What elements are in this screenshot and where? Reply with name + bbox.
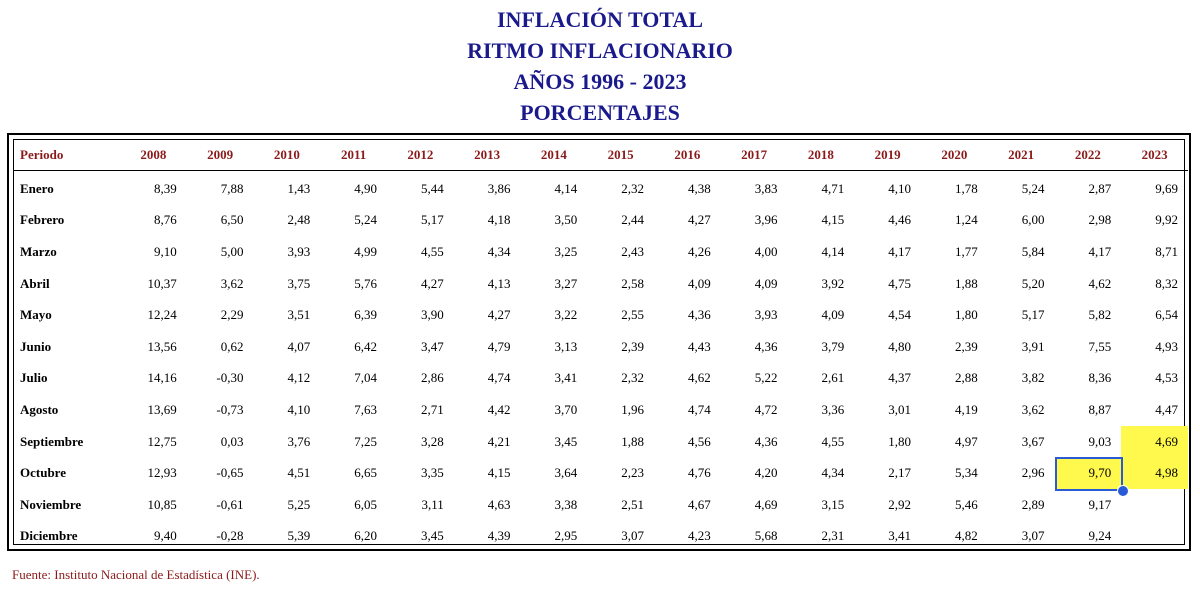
year-header[interactable]: 2023 [1121,140,1188,171]
value-cell[interactable]: 3,93 [754,307,778,323]
value-cell[interactable]: 4,18 [487,212,511,228]
value-cell[interactable]: 4,09 [821,307,845,323]
cell-selection-box[interactable] [1055,457,1124,491]
value-cell[interactable]: 13,56 [147,338,177,354]
value-cell[interactable]: 1,77 [955,243,978,259]
value-cell[interactable]: 4,27 [487,307,511,323]
table-frame [7,133,1191,551]
table-body [14,171,1188,553]
value-cell[interactable]: 9,92 [1155,212,1178,228]
value-cell[interactable]: 5,39 [287,528,311,544]
value-cell[interactable]: 4,36 [754,338,778,354]
value-cell[interactable]: 5,17 [1021,307,1045,323]
value-cell[interactable]: 4,14 [821,243,845,259]
year-header[interactable]: 2016 [654,140,721,171]
value-cell[interactable]: 2,51 [621,496,644,512]
value-cell[interactable]: 1,43 [287,180,311,196]
value-cell[interactable]: 3,11 [421,496,444,512]
value-cell[interactable]: 4,46 [888,212,911,228]
value-cell[interactable]: 7,88 [220,180,244,196]
value-cell[interactable]: 4,72 [754,401,778,417]
value-cell[interactable]: 3,62 [220,275,244,291]
value-cell[interactable]: 1,88 [955,275,978,291]
value-cell[interactable]: 8,87 [1088,401,1112,417]
value-cell[interactable]: 4,63 [487,496,511,512]
value-cell[interactable]: 9,70 [1055,457,1122,489]
year-header[interactable]: 2008 [120,140,187,171]
value-cell[interactable]: 4,43 [688,338,711,354]
value-cell[interactable]: 6,42 [354,338,377,354]
value-cell[interactable]: 4,74 [487,370,511,386]
title-line-2: RITMO INFLACIONARIO [467,38,733,63]
value-cell[interactable]: 4,15 [821,212,845,228]
value-cell[interactable]: 4,34 [487,243,511,259]
value-cell[interactable]: 4,38 [688,180,711,196]
value-cell[interactable]: 3,01 [888,401,911,417]
value-cell[interactable]: 4,54 [888,307,911,323]
month-label[interactable]: Abril [20,275,50,291]
month-label[interactable]: Julio [20,370,48,386]
value-cell[interactable]: 2,29 [220,307,244,323]
value-cell[interactable]: 2,96 [1021,465,1045,481]
value-cell[interactable]: 1,78 [955,180,978,196]
value-cell[interactable]: 2,61 [821,370,845,386]
value-cell[interactable]: 4,14 [554,180,578,196]
month-label[interactable]: Enero [20,180,54,196]
value-cell[interactable]: 5,20 [1021,275,1045,291]
value-cell[interactable]: 4,53 [1155,370,1178,386]
value-cell[interactable]: 4,36 [688,307,711,323]
value-cell[interactable]: 2,87 [1088,180,1112,196]
title-block [0,4,1200,128]
value-cell[interactable]: 7,63 [354,401,377,417]
value-cell[interactable]: 3,91 [1021,338,1045,354]
value-cell[interactable]: 2,86 [421,370,444,386]
value-cell[interactable]: 3,28 [421,433,444,449]
value-cell[interactable]: 4,09 [688,275,711,291]
value-cell[interactable]: 5,17 [421,212,444,228]
value-cell[interactable]: 3,79 [821,338,845,354]
value-cell[interactable]: 3,38 [554,496,578,512]
value-cell[interactable]: 4,62 [1088,275,1112,291]
value-cell[interactable]: 2,48 [287,212,311,228]
value-cell[interactable]: 3,92 [821,275,845,291]
value-cell[interactable]: 4,21 [487,433,511,449]
value-cell[interactable]: 14,16 [147,370,177,386]
value-cell[interactable]: 3,96 [754,212,778,228]
value-cell[interactable]: 4,27 [421,275,444,291]
value-cell[interactable]: 2,32 [621,180,644,196]
value-cell[interactable]: 6,05 [354,496,377,512]
year-header[interactable]: 2017 [721,140,788,171]
value-cell[interactable]: 4,27 [688,212,711,228]
value-cell[interactable]: 0,03 [220,433,244,449]
value-cell[interactable]: 8,76 [154,212,177,228]
value-cell[interactable]: 3,27 [554,275,578,291]
value-cell[interactable]: -0,30 [216,370,244,386]
value-cell[interactable]: 3,45 [554,433,578,449]
value-cell[interactable]: 3,90 [421,307,444,323]
value-cell[interactable]: 3,76 [287,433,311,449]
value-cell[interactable]: -0,28 [216,528,244,544]
table-row [14,363,1188,395]
value-cell[interactable]: 5,00 [220,243,244,259]
value-cell[interactable]: 4,36 [754,433,778,449]
value-cell[interactable]: 7,55 [1088,338,1112,354]
table-row [14,331,1188,363]
table-row [14,426,1188,458]
year-header[interactable]: 2018 [788,140,855,171]
year-header[interactable]: 2010 [254,140,321,171]
month-label[interactable]: Septiembre [20,433,84,449]
table-row [14,236,1188,268]
value-cell[interactable]: 9,17 [1088,496,1112,512]
value-cell[interactable]: 3,41 [554,370,578,386]
value-cell[interactable]: 4,23 [688,528,711,544]
value-cell[interactable]: 2,17 [888,465,911,481]
value-cell[interactable]: 4,09 [754,275,778,291]
value-cell[interactable]: 3,82 [1021,370,1045,386]
value-cell[interactable]: 2,23 [621,465,644,481]
value-cell[interactable]: 12,75 [147,433,177,449]
value-cell[interactable]: 4,17 [888,243,911,259]
value-cell[interactable]: 9,40 [154,528,177,544]
value-cell[interactable]: 2,58 [621,275,644,291]
value-cell[interactable]: 4,13 [487,275,511,291]
title-line-3: AÑOS 1996 - 2023 [513,69,687,94]
month-label[interactable]: Mayo [20,307,52,323]
value-cell[interactable]: 3,70 [554,401,578,417]
value-cell[interactable]: 4,82 [955,528,978,544]
value-cell[interactable]: 4,00 [754,243,778,259]
value-cell[interactable]: 12,24 [147,307,177,323]
value-cell[interactable]: 5,84 [1021,243,1045,259]
value-cell[interactable]: 2,43 [621,243,644,259]
month-label[interactable]: Agosto [20,401,59,417]
year-header[interactable]: 2020 [921,140,988,171]
value-cell[interactable]: 6,54 [1155,307,1178,323]
year-header[interactable]: 2014 [521,140,588,171]
table-row [14,205,1188,237]
value-cell[interactable]: 1,80 [888,433,911,449]
value-cell[interactable]: 5,34 [955,465,978,481]
value-cell[interactable]: 4,19 [955,401,978,417]
value-cell[interactable]: 7,25 [354,433,377,449]
value-cell[interactable]: 1,96 [621,401,644,417]
value-cell[interactable]: 2,98 [1088,212,1112,228]
year-header[interactable]: 2021 [988,140,1055,171]
value-cell[interactable]: 2,95 [554,528,578,544]
month-label[interactable]: Junio [20,338,52,354]
value-cell[interactable]: 3,41 [888,528,911,544]
year-header[interactable]: 2012 [387,140,454,171]
value-cell[interactable]: 3,25 [554,243,578,259]
value-cell[interactable]: 8,36 [1088,370,1112,386]
value-cell[interactable]: 4,10 [287,401,311,417]
value-cell[interactable]: 3,75 [287,275,311,291]
month-label[interactable]: Noviembre [20,496,82,512]
year-header[interactable]: 2011 [320,140,387,171]
value-cell[interactable]: 5,24 [1021,180,1045,196]
value-cell[interactable]: 8,32 [1155,275,1178,291]
value-cell[interactable]: 4,55 [821,433,845,449]
table-row [14,299,1188,331]
value-cell[interactable] [1121,489,1188,521]
value-cell[interactable]: 5,44 [421,180,444,196]
title-line-1: INFLACIÓN TOTAL [497,7,703,32]
value-cell[interactable]: 9,69 [1155,180,1178,196]
value-cell[interactable]: 4,15 [487,465,511,481]
value-cell[interactable]: 3,86 [487,180,511,196]
value-cell[interactable]: 3,67 [1021,433,1045,449]
value-cell[interactable]: 13,69 [147,401,177,417]
value-cell[interactable]: 2,89 [1021,496,1045,512]
value-cell[interactable]: 3,07 [621,528,644,544]
value-cell[interactable]: 4,69 [754,496,778,512]
value-cell[interactable]: 4,55 [421,243,444,259]
value-cell[interactable]: 2,31 [821,528,845,544]
value-cell[interactable]: 4,37 [888,370,911,386]
value-cell[interactable]: 6,50 [220,212,244,228]
month-label[interactable]: Marzo [20,243,57,259]
value-cell[interactable]: 3,50 [554,212,578,228]
value-cell[interactable]: 4,10 [888,180,911,196]
value-cell[interactable]: 6,39 [354,307,377,323]
value-cell[interactable]: 4,79 [487,338,511,354]
month-label[interactable]: Febrero [20,212,65,228]
value-cell[interactable]: 4,97 [955,433,978,449]
value-cell[interactable]: 3,07 [1021,528,1045,544]
value-cell[interactable]: 4,39 [487,528,511,544]
value-cell[interactable]: 2,92 [888,496,911,512]
value-cell[interactable]: 3,93 [287,243,311,259]
value-cell[interactable]: 10,85 [147,496,177,512]
value-cell[interactable]: 4,51 [287,465,311,481]
value-cell[interactable]: 4,76 [688,465,711,481]
table-row [14,489,1188,521]
value-cell[interactable]: 2,55 [621,307,644,323]
value-cell[interactable]: 4,34 [821,465,845,481]
year-header[interactable]: 2022 [1055,140,1122,171]
value-cell[interactable]: 4,07 [287,338,311,354]
value-cell[interactable]: -0,65 [216,465,244,481]
table-row [14,394,1188,426]
value-cell[interactable]: 2,39 [955,338,978,354]
value-cell[interactable]: 4,75 [888,275,911,291]
value-cell[interactable]: 9,10 [154,243,177,259]
year-header[interactable]: 2019 [854,140,921,171]
value-cell[interactable]: 3,64 [554,465,578,481]
value-cell[interactable]: 9,24 [1088,528,1112,544]
value-cell[interactable]: 4,99 [354,243,377,259]
value-cell[interactable]: 4,20 [754,465,778,481]
value-cell[interactable]: 4,93 [1155,338,1178,354]
value-cell[interactable]: 8,39 [154,180,177,196]
value-cell[interactable]: 5,25 [287,496,311,512]
month-label[interactable]: Octubre [20,465,66,481]
value-cell[interactable]: 2,44 [621,212,644,228]
value-cell[interactable]: 5,76 [354,275,377,291]
table-row [14,521,1188,553]
value-cell[interactable]: 10,37 [147,275,177,291]
year-header[interactable]: 2013 [454,140,521,171]
value-cell[interactable]: 9,03 [1088,433,1112,449]
value-cell[interactable]: 2,71 [421,401,444,417]
table-row [14,457,1188,489]
value-cell[interactable]: 1,24 [955,212,978,228]
value-cell[interactable]: 7,04 [354,370,377,386]
value-cell[interactable]: 4,56 [688,433,711,449]
inflation-table [14,140,1188,552]
value-cell[interactable]: 4,12 [287,370,311,386]
value-cell[interactable]: 12,93 [147,465,177,481]
value-cell[interactable]: 4,26 [688,243,711,259]
value-cell[interactable]: 5,82 [1088,307,1112,323]
value-cell[interactable]: 4,80 [888,338,911,354]
source-note: Fuente: Instituto Nacional de Estadística (INE). [12,567,260,582]
value-cell[interactable]: 2,88 [955,370,978,386]
value-cell[interactable]: -0,73 [216,401,244,417]
value-cell[interactable]: 4,62 [688,370,711,386]
table-row [14,268,1188,300]
value-cell[interactable]: 2,39 [621,338,644,354]
value-cell[interactable]: 4,71 [821,180,845,196]
year-header[interactable]: 2009 [187,140,254,171]
value-cell[interactable]: 4,67 [688,496,711,512]
value-cell[interactable]: 3,62 [1021,401,1045,417]
value-cell[interactable]: 5,46 [955,496,978,512]
value-cell[interactable]: 3,47 [421,338,444,354]
value-cell[interactable]: 6,20 [354,528,377,544]
value-cell[interactable] [1121,521,1188,553]
value-cell[interactable]: 4,47 [1155,401,1178,417]
header-row [14,140,1188,171]
value-cell[interactable]: -0,61 [216,496,244,512]
value-cell[interactable]: 4,74 [688,401,711,417]
value-cell[interactable]: 4,69 [1121,426,1188,458]
value-cell[interactable]: 0,62 [220,338,244,354]
value-cell[interactable]: 3,45 [421,528,444,544]
value-cell[interactable]: 6,65 [354,465,377,481]
value-cell[interactable]: 4,90 [354,180,377,196]
value-cell[interactable]: 6,00 [1021,212,1045,228]
title-line-4: PORCENTAJES [520,100,680,125]
value-cell[interactable]: 5,68 [754,528,778,544]
value-cell[interactable]: 1,88 [621,433,644,449]
year-header[interactable]: 2015 [587,140,654,171]
value-cell[interactable]: 3,83 [754,180,778,196]
value-cell[interactable]: 8,71 [1155,243,1178,259]
value-cell[interactable]: 5,24 [354,212,377,228]
value-cell[interactable]: 3,51 [287,307,311,323]
table-inner-border [13,139,1185,545]
period-header[interactable]: Periodo [14,140,120,171]
value-cell[interactable]: 4,98 [1121,457,1188,489]
month-label[interactable]: Diciembre [20,528,78,544]
value-cell[interactable]: 2,32 [621,370,644,386]
value-cell[interactable]: 3,35 [421,465,444,481]
value-cell[interactable]: 3,15 [821,496,845,512]
value-cell[interactable]: 3,36 [821,401,845,417]
value-cell[interactable]: 1,80 [955,307,978,323]
table-row [14,171,1188,205]
value-cell[interactable]: 3,13 [554,338,578,354]
value-cell[interactable]: 4,42 [487,401,511,417]
value-cell[interactable]: 4,17 [1088,243,1112,259]
value-cell[interactable]: 5,22 [754,370,778,386]
value-cell[interactable]: 3,22 [554,307,578,323]
